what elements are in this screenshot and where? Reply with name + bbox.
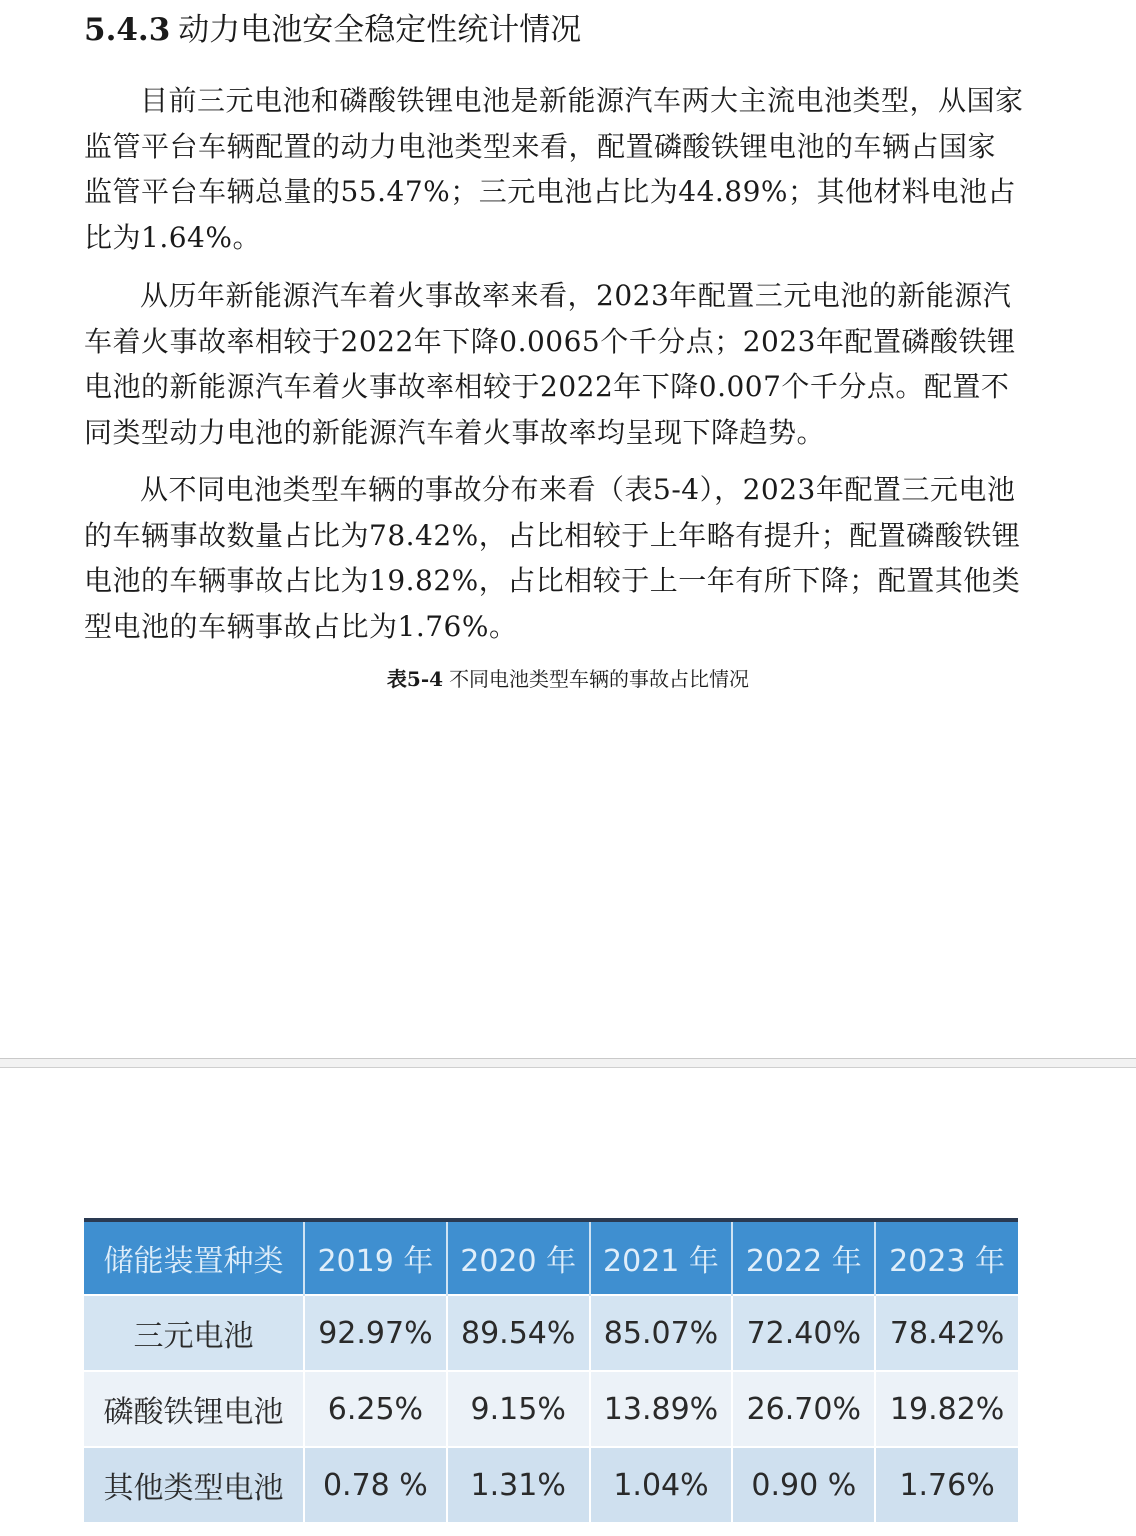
cell-value: 0.78 % <box>304 1447 447 1522</box>
cell-value: 78.42% <box>875 1295 1018 1371</box>
accident-share-table <box>84 1222 1018 1522</box>
cell-type: 三元电池 <box>84 1295 304 1371</box>
table-header-row <box>84 1222 1018 1295</box>
cell-value: 0.90 % <box>732 1447 875 1522</box>
header-battery-type: 储能装置种类 <box>84 1222 304 1295</box>
cell-value: 26.70% <box>732 1371 875 1447</box>
cell-value: 1.76% <box>875 1447 1018 1522</box>
cell-value: 1.31% <box>447 1447 590 1522</box>
accident-share-table-wrapper <box>84 1218 1018 1516</box>
cell-value: 1.04% <box>590 1447 733 1522</box>
header-year-2021: 2021 年 <box>590 1222 733 1295</box>
paragraph-accident-distribution: 从不同电池类型车辆的事故分布来看（表5-4），2023年配置三元电池的车辆事故数量占比为78.42%，占比相较于上年略有提升；配置磷酸铁锂电池的车辆事故占比为19.82%，占比相较于上一年有所下降；配置其他类型电池的车辆事故占比为1.76%。 <box>84 473 1021 643</box>
section-title: 动力电池安全稳定性统计情况 <box>178 12 582 48</box>
section-heading <box>84 8 581 52</box>
header-year-2020: 2020 年 <box>447 1222 590 1295</box>
section-number: 5.4.3 <box>84 12 171 48</box>
table-row-lfp <box>84 1371 1018 1447</box>
header-year-2022: 2022 年 <box>732 1222 875 1295</box>
header-year-2019: 2019 年 <box>304 1222 447 1295</box>
cell-value: 85.07% <box>590 1295 733 1371</box>
header-year-2023: 2023 年 <box>875 1222 1018 1295</box>
page-divider <box>0 1058 1136 1068</box>
cell-type: 磷酸铁锂电池 <box>84 1371 304 1447</box>
cell-value: 13.89% <box>590 1371 733 1447</box>
table-row-other <box>84 1447 1018 1522</box>
cell-value: 92.97% <box>304 1295 447 1371</box>
paragraph-battery-share: 目前三元电池和磷酸铁锂电池是新能源汽车两大主流电池类型，从国家监管平台车辆配置的动力电池类型来看，配置磷酸铁锂电池的车辆占国家监管平台车辆总量的55.47%；三元电池占比为44.89%；其他材料电池占比为1.64%。 <box>84 84 1024 254</box>
table-caption-number: 表5-4 <box>386 667 444 691</box>
table-caption-text: 不同电池类型车辆的事故占比情况 <box>449 667 750 691</box>
cell-value: 72.40% <box>732 1295 875 1371</box>
cell-value: 89.54% <box>447 1295 590 1371</box>
cell-type: 其他类型电池 <box>84 1447 304 1522</box>
paragraph-fire-rate: 从历年新能源汽车着火事故率来看，2023年配置三元电池的新能源汽车着火事故率相较于2022年下降0.0065个千分点；2023年配置磷酸铁锂电池的新能源汽车着火事故率相较于2022年下降0.007个千分点。配置不同类型动力电池的新能源汽车着火事故率均呈现下降趋势。 <box>84 279 1016 449</box>
cell-value: 19.82% <box>875 1371 1018 1447</box>
table-caption <box>0 664 1136 694</box>
cell-value: 6.25% <box>304 1371 447 1447</box>
table-row-ternary <box>84 1295 1018 1371</box>
cell-value: 9.15% <box>447 1371 590 1447</box>
